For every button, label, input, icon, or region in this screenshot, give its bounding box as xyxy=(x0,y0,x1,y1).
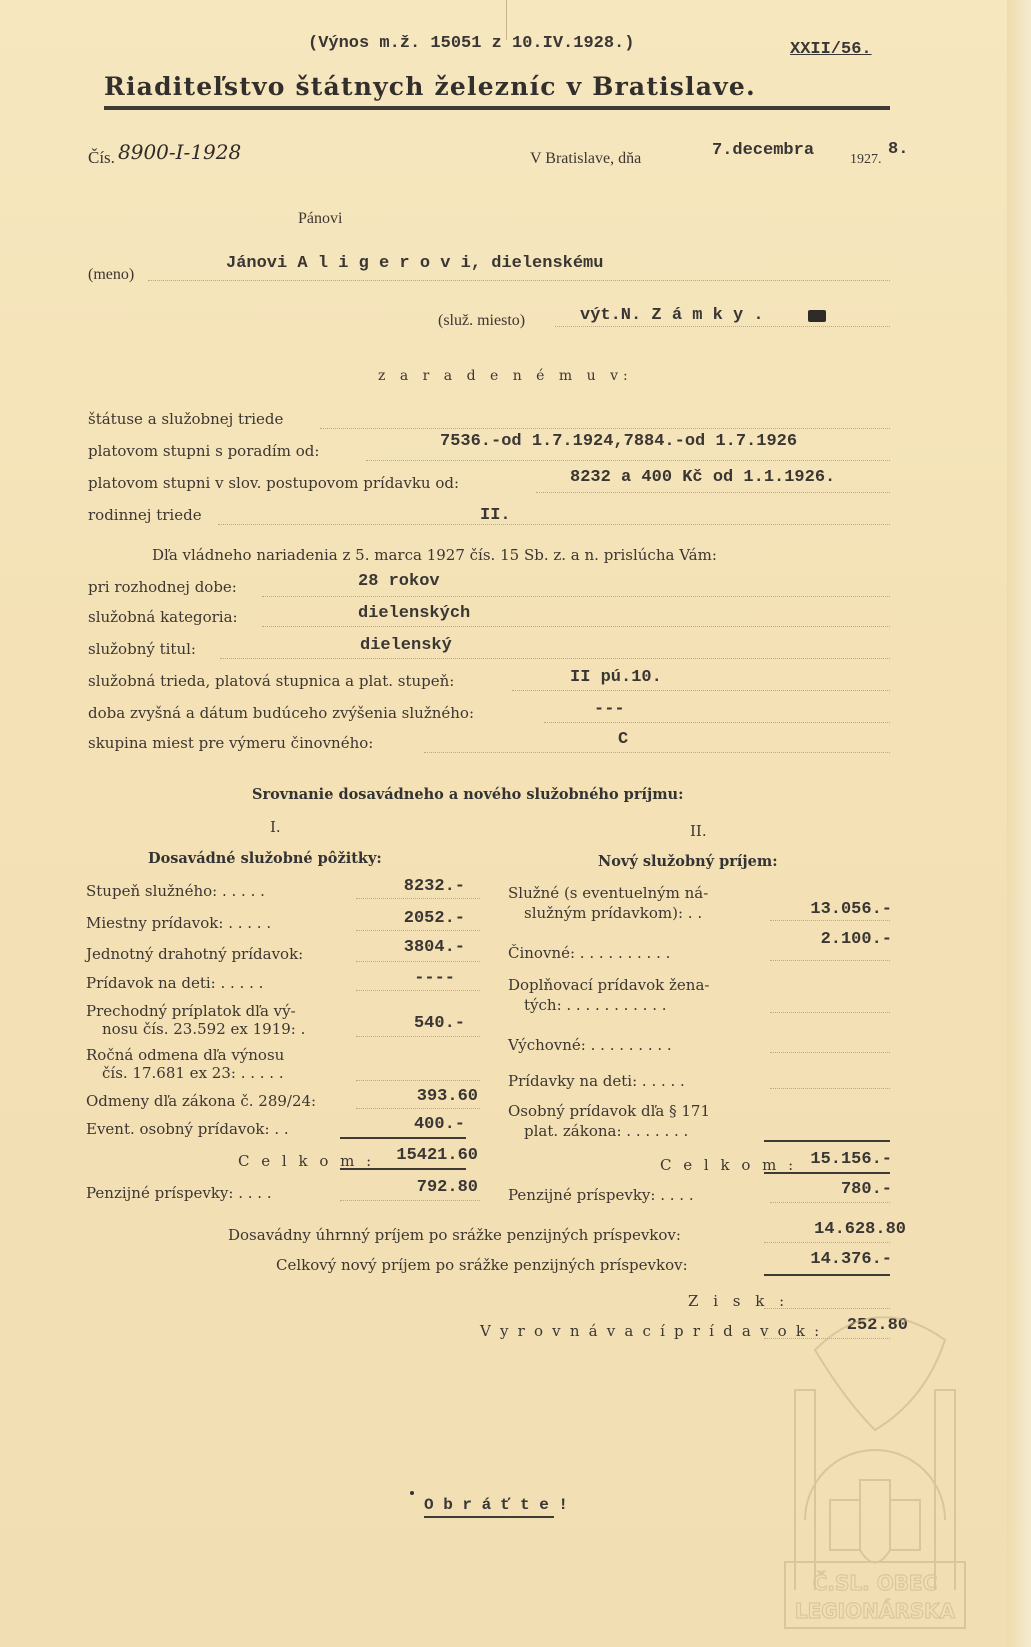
summary-value: 252.80 xyxy=(846,1316,908,1335)
right-row-label: Výchovné: . . . . . . . . . xyxy=(508,1036,672,1054)
left-row-value: ---- xyxy=(414,969,455,988)
left-row-value: 3804.- xyxy=(403,938,465,957)
right-row-label: Služné (s eventuelným ná- xyxy=(508,884,709,902)
stamp-shield-center xyxy=(860,1480,890,1563)
ink-dot xyxy=(410,1491,414,1495)
date-value: 7.decembra xyxy=(712,141,815,160)
left-row-value: 8232.- xyxy=(403,877,465,896)
file-reference: XXII/56. xyxy=(790,40,872,59)
comparison-heading: Srovnanie dosavádneho a nového služobného príjmu: xyxy=(252,786,684,803)
stamp-shield-left xyxy=(830,1500,860,1550)
classification-heading: z a r a d e n é m u v: xyxy=(378,368,633,384)
salutation: Pánovi xyxy=(298,210,343,227)
left-row-label: Ročná odmena dľa výnosu xyxy=(86,1046,285,1064)
service-place-dotted-line xyxy=(555,326,890,327)
regulation-value: 28 rokov xyxy=(358,572,440,591)
regulation-label: doba zvyšná a dátum budúceho zvýšenia služného: xyxy=(88,704,475,722)
number-label: Čís. xyxy=(88,148,115,167)
document-title: Riaditeľstvo štátnych železníc v Bratislave. xyxy=(104,72,756,101)
right-total-rule xyxy=(764,1172,890,1174)
right-row-label-continued: tých: . . . . . . . . . . . xyxy=(524,996,667,1014)
dotted-line xyxy=(262,596,890,597)
summary-rule xyxy=(764,1274,890,1276)
dotted-line xyxy=(770,1012,890,1013)
right-row-value: 13.056.- xyxy=(810,900,892,919)
dotted-line xyxy=(356,990,480,991)
dotted-line xyxy=(356,898,480,899)
summary-value: 14.628.80 xyxy=(814,1220,906,1239)
left-row-label: Stupeň služného: . . . . . xyxy=(86,882,265,900)
left-total-label: C e l k o m : xyxy=(238,1152,375,1170)
regulation-value: dielenský xyxy=(360,636,452,655)
classification-value: 7536.-od 1.7.1924,7884.-od 1.7.1926 xyxy=(440,432,798,451)
addressee-name: Jánovi A l i g e r o v i, dielenskému xyxy=(226,254,604,273)
turn-over-note: O b r á ť t e ! xyxy=(424,1496,569,1514)
summary-value: 14.376.- xyxy=(810,1250,892,1269)
right-row-label: Osobný prídavok dľa § 171 xyxy=(508,1102,711,1120)
left-row-label-continued: nosu čís. 23.592 ex 1919: . xyxy=(102,1020,306,1038)
regulation-label: služobný titul: xyxy=(88,640,196,658)
right-column-heading: Nový služobný príjem: xyxy=(598,853,778,870)
dotted-line xyxy=(262,626,890,627)
dotted-line xyxy=(356,1108,480,1109)
right-pension-label: Penzijné príspevky: . . . . xyxy=(508,1186,694,1204)
regulation-label: služobná trieda, platová stupnica a plat. stupeň: xyxy=(88,672,455,690)
right-row-value: 2.100.- xyxy=(820,930,892,949)
left-row-value: 393.60 xyxy=(416,1087,478,1106)
number-value: 8900-I-1928 xyxy=(118,140,242,164)
right-total-value: 15.156.- xyxy=(810,1150,892,1169)
stamp-text-line2: LEGIONÁRSKA xyxy=(794,1599,956,1623)
name-label: (meno) xyxy=(88,266,135,283)
service-place-value: výt.N. Z á m k y . xyxy=(580,306,764,325)
dotted-line xyxy=(320,428,890,429)
left-row-label-continued: čís. 17.681 ex 23: . . . . . xyxy=(102,1064,284,1082)
dotted-line xyxy=(356,930,480,931)
year-printed: 1927. xyxy=(850,152,882,167)
service-place-label: (služ. miesto) xyxy=(438,312,526,329)
dotted-line xyxy=(764,1242,890,1243)
left-pension-label: Penzijné príspevky: . . . . xyxy=(86,1184,272,1202)
left-row-label: Miestny prídavok: . . . . . xyxy=(86,914,272,932)
dotted-line xyxy=(366,460,890,461)
year-correction: 8. xyxy=(888,140,909,159)
dotted-line xyxy=(356,1036,480,1037)
right-column-numeral: II. xyxy=(690,822,707,840)
dotted-line xyxy=(356,961,480,962)
ink-blot xyxy=(808,310,826,322)
regulation-label: pri rozhodnej dobe: xyxy=(88,578,237,596)
left-column-heading: Dosavádné služobné pôžitky: xyxy=(148,850,382,867)
left-row-value: 2052.- xyxy=(403,909,465,928)
classification-value: II. xyxy=(480,506,511,525)
regulation-value: II pú.10. xyxy=(570,668,662,687)
name-dotted-line xyxy=(148,280,890,281)
dotted-line xyxy=(770,920,890,921)
left-column-numeral: I. xyxy=(270,818,281,836)
right-row-label: Doplňovací prídavok žena- xyxy=(508,976,710,994)
classification-label: platovom stupni v slov. postupovom prídavku od: xyxy=(88,474,460,492)
right-row-label: Činovné: . . . . . . . . . . xyxy=(508,944,671,962)
right-row-label-continued: služným prídavkom): . . xyxy=(524,904,703,922)
paper-edge xyxy=(1007,0,1031,1647)
dotted-line xyxy=(536,492,890,493)
left-row-value: 400.- xyxy=(413,1115,465,1134)
classification-label: rodinnej triede xyxy=(88,506,202,524)
regulation-intro: Dľa vládneho nariadenia z 5. marca 1927 čís. 15 Sb. z. a n. prislúcha Vám: xyxy=(152,546,717,564)
left-row-label: Event. osobný prídavok: . . xyxy=(86,1120,289,1138)
right-row-label-continued: plat. zákona: . . . . . . . xyxy=(524,1122,689,1140)
summary-label: Z i s k : xyxy=(688,1292,790,1310)
right-pension-value: 780.- xyxy=(840,1180,892,1199)
classification-label: platovom stupni s poradím od: xyxy=(88,442,320,460)
regulation-label: skupina miest pre výmeru činovného: xyxy=(88,734,374,752)
left-row-label: Prechodný príplatok dľa vý- xyxy=(86,1002,296,1020)
dotted-line xyxy=(770,960,890,961)
right-sum-rule xyxy=(764,1140,890,1142)
dotted-line xyxy=(340,1200,480,1201)
dotted-line xyxy=(218,524,890,525)
classification-value: 8232 a 400 Kč od 1.1.1926. xyxy=(570,468,836,487)
turn-over-rule xyxy=(424,1516,554,1518)
regulation-value: dielenských xyxy=(358,604,471,623)
dotted-line xyxy=(770,1088,890,1089)
left-row-value: 540.- xyxy=(413,1014,465,1033)
left-total-value: 15421.60 xyxy=(396,1146,478,1165)
stamp-shield-right xyxy=(890,1500,920,1550)
stamp-helmet-profile xyxy=(815,1317,945,1430)
decree-note: (Výnos m.ž. 15051 z 10.IV.1928.) xyxy=(308,34,635,53)
dotted-line xyxy=(770,1202,890,1203)
left-sum-rule xyxy=(340,1137,466,1139)
stamp-text-line1: Č.SL. OBEC xyxy=(812,1571,938,1595)
classification-label: štátuse a služobnej triede xyxy=(88,410,284,428)
legion-watermark-stamp xyxy=(775,1290,975,1630)
summary-label: Celkový nový príjem po srážke penzijných príspevkov: xyxy=(276,1256,688,1274)
place-date-label: V Bratislave, dňa xyxy=(530,150,642,167)
summary-label: V y r o v n á v a c í p r í d a v o k : xyxy=(480,1322,822,1340)
title-rule xyxy=(104,106,890,110)
left-pension-value: 792.80 xyxy=(416,1178,478,1197)
dotted-line xyxy=(770,1052,890,1053)
left-row-label: Odmeny dľa zákona č. 289/24: xyxy=(86,1092,317,1110)
right-total-label: C e l k o m : xyxy=(660,1156,797,1174)
stamp-arch xyxy=(805,1450,945,1520)
dotted-line xyxy=(424,752,890,753)
left-row-label: Jednotný drahotný prídavok: xyxy=(86,945,304,963)
summary-label: Dosavádny úhrnný príjem po srážke penzijných príspevkov: xyxy=(228,1226,681,1244)
left-row-label: Prídavok na deti: . . . . . xyxy=(86,974,264,992)
dotted-line xyxy=(356,1080,480,1081)
dotted-line xyxy=(512,690,890,691)
regulation-value: --- xyxy=(594,700,625,719)
dotted-line xyxy=(544,722,890,723)
right-row-label: Prídavky na deti: . . . . . xyxy=(508,1072,685,1090)
regulation-label: služobná kategoria: xyxy=(88,608,238,626)
dotted-line xyxy=(220,658,890,659)
left-total-rule xyxy=(340,1168,466,1170)
regulation-value: C xyxy=(618,730,629,749)
